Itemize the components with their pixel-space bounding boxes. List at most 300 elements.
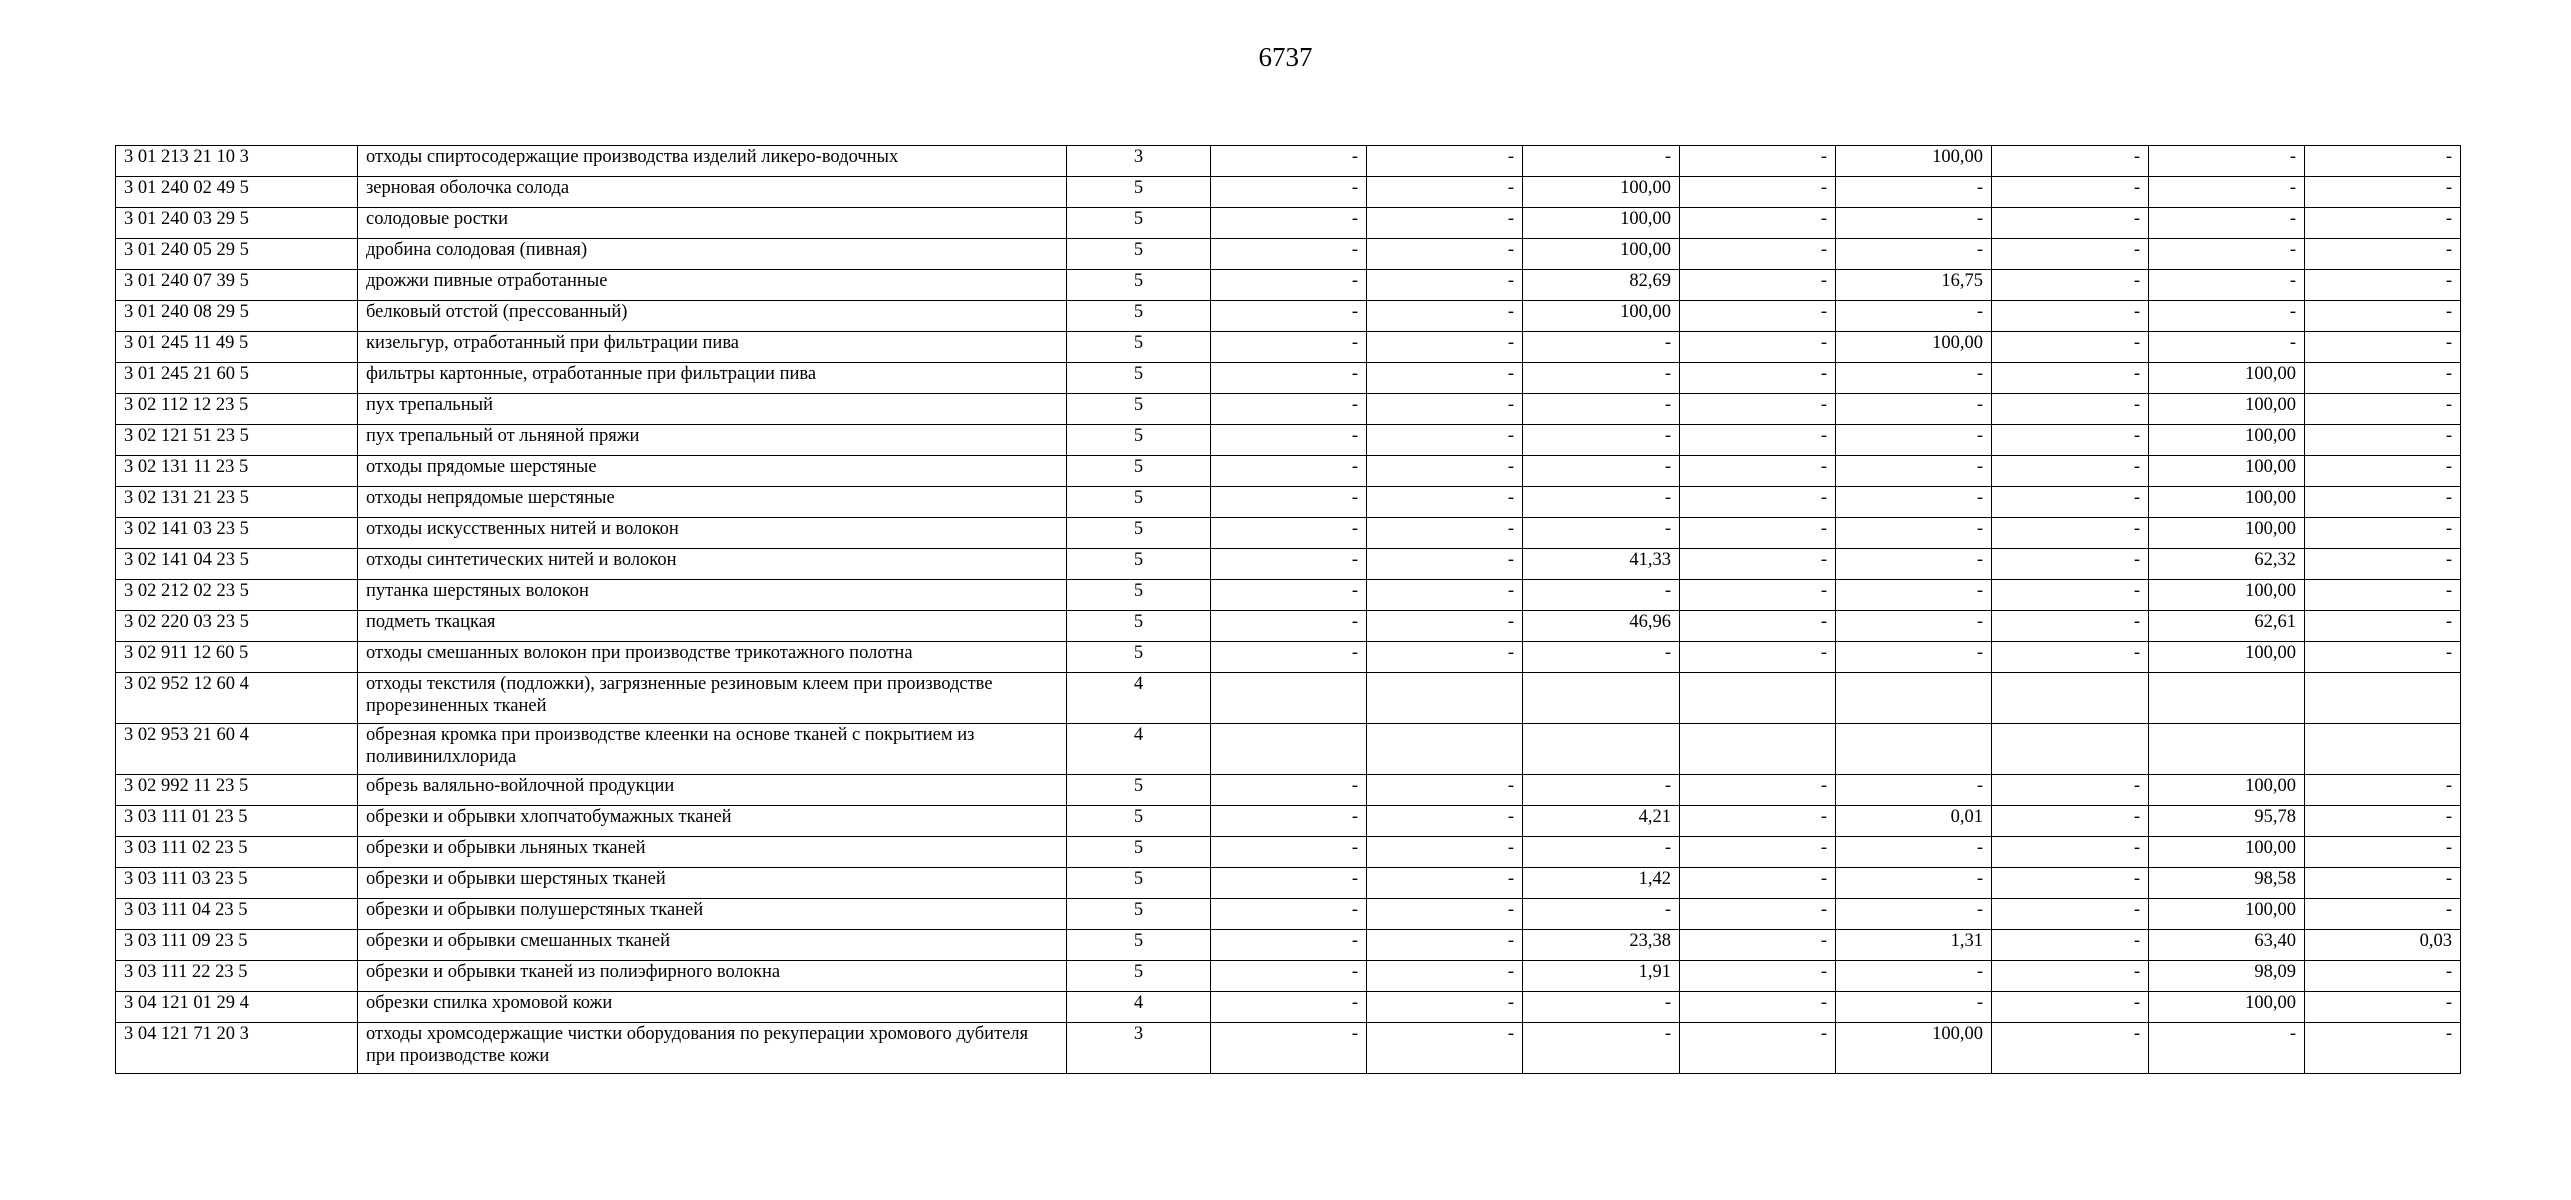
value-cell: - (1992, 487, 2149, 518)
value-cell: - (1367, 611, 1523, 642)
value-cell: - (1367, 868, 1523, 899)
value-cell: - (1523, 425, 1680, 456)
value-cell: - (1211, 363, 1367, 394)
table-row (116, 487, 2461, 518)
value-cell (1680, 724, 1836, 775)
value-cell: 63,40 (2149, 930, 2305, 961)
value-cell: - (1367, 930, 1523, 961)
table-row (116, 208, 2461, 239)
value-cell: - (1680, 961, 1836, 992)
value-cell: 100,00 (1836, 1023, 1992, 1074)
value-cell: - (1992, 146, 2149, 177)
value-cell: - (1992, 868, 2149, 899)
waste-code-cell: 3 02 952 12 60 4 (116, 673, 358, 724)
waste-name-cell: подметь ткацкая (358, 611, 1067, 642)
value-cell: - (1992, 992, 2149, 1023)
value-cell: - (1836, 301, 1992, 332)
value-cell: - (1211, 518, 1367, 549)
waste-name-cell: белковый отстой (прессованный) (358, 301, 1067, 332)
value-cell: 100,00 (1523, 239, 1680, 270)
value-cell: - (1992, 580, 2149, 611)
value-cell: - (1836, 961, 1992, 992)
hazard-class-cell: 5 (1067, 775, 1211, 806)
value-cell: - (1211, 961, 1367, 992)
value-cell: - (2305, 394, 2461, 425)
waste-name-cell: отходы прядомые шерстяные (358, 456, 1067, 487)
value-cell (1211, 673, 1367, 724)
value-cell: - (1836, 580, 1992, 611)
value-cell (2305, 673, 2461, 724)
waste-code-cell: 3 02 953 21 60 4 (116, 724, 358, 775)
value-cell: - (1680, 239, 1836, 270)
hazard-class-cell: 5 (1067, 239, 1211, 270)
value-cell: 82,69 (1523, 270, 1680, 301)
waste-code-cell: 3 03 111 03 23 5 (116, 868, 358, 899)
hazard-class-cell: 5 (1067, 549, 1211, 580)
value-cell: - (1992, 775, 2149, 806)
value-cell: - (1523, 992, 1680, 1023)
value-cell: - (1836, 837, 1992, 868)
value-cell: - (2149, 270, 2305, 301)
waste-table (115, 145, 2461, 1074)
value-cell: - (1367, 146, 1523, 177)
value-cell: - (1523, 642, 1680, 673)
value-cell: - (1211, 868, 1367, 899)
value-cell: - (1211, 332, 1367, 363)
value-cell: - (1211, 642, 1367, 673)
value-cell: 95,78 (2149, 806, 2305, 837)
waste-code-cell: 3 03 111 09 23 5 (116, 930, 358, 961)
hazard-class-cell: 4 (1067, 673, 1211, 724)
value-cell: - (1680, 394, 1836, 425)
value-cell: - (1211, 487, 1367, 518)
value-cell: - (1836, 425, 1992, 456)
waste-name-cell: зерновая оболочка солода (358, 177, 1067, 208)
value-cell: - (1992, 642, 2149, 673)
value-cell (1836, 673, 1992, 724)
value-cell: - (2305, 301, 2461, 332)
value-cell: - (1992, 301, 2149, 332)
value-cell (1523, 673, 1680, 724)
value-cell (1367, 724, 1523, 775)
page-number: 6737 (1258, 42, 1313, 72)
value-cell: - (1992, 425, 2149, 456)
waste-code-cell: 3 02 131 11 23 5 (116, 456, 358, 487)
value-cell: - (1992, 837, 2149, 868)
value-cell: - (1992, 177, 2149, 208)
table-row (116, 992, 2461, 1023)
waste-name-cell: отходы синтетических нитей и волокон (358, 549, 1067, 580)
hazard-class-cell: 5 (1067, 177, 1211, 208)
waste-name-cell: обрезки и обрывки шерстяных тканей (358, 868, 1067, 899)
value-cell: - (1211, 580, 1367, 611)
value-cell: - (1992, 549, 2149, 580)
hazard-class-cell: 4 (1067, 724, 1211, 775)
value-cell: 100,00 (2149, 456, 2305, 487)
value-cell: - (1523, 580, 1680, 611)
value-cell (1367, 673, 1523, 724)
waste-name-cell: отходы текстиля (подложки), загрязненные резиновым клеем при производстве прорезиненных тканей (358, 673, 1067, 724)
value-cell: - (1211, 806, 1367, 837)
value-cell: - (1211, 301, 1367, 332)
value-cell (1211, 724, 1367, 775)
value-cell: - (2305, 487, 2461, 518)
value-cell (2149, 673, 2305, 724)
hazard-class-cell: 5 (1067, 425, 1211, 456)
value-cell: 23,38 (1523, 930, 1680, 961)
value-cell: - (1836, 775, 1992, 806)
waste-name-cell: обрезки и обрывки хлопчатобумажных тканей (358, 806, 1067, 837)
waste-name-cell: обрезки и обрывки тканей из полиэфирного волокна (358, 961, 1067, 992)
value-cell: - (2305, 611, 2461, 642)
value-cell: - (1680, 930, 1836, 961)
value-cell: - (1992, 930, 2149, 961)
value-cell: - (1992, 208, 2149, 239)
value-cell: - (1211, 899, 1367, 930)
hazard-class-cell: 5 (1067, 580, 1211, 611)
value-cell: - (1992, 961, 2149, 992)
table-row (116, 961, 2461, 992)
waste-name-cell: обрезь валяльно-войлочной продукции (358, 775, 1067, 806)
value-cell: - (1992, 332, 2149, 363)
waste-name-cell: дрожжи пивные отработанные (358, 270, 1067, 301)
waste-code-cell: 3 01 240 07 39 5 (116, 270, 358, 301)
value-cell: - (1680, 580, 1836, 611)
value-cell: - (2149, 332, 2305, 363)
table-row (116, 930, 2461, 961)
value-cell: - (1680, 177, 1836, 208)
value-cell: - (2305, 899, 2461, 930)
value-cell: 98,58 (2149, 868, 2305, 899)
value-cell: - (2149, 301, 2305, 332)
waste-name-cell: отходы спиртосодержащие производства изделий ликеро-водочных (358, 146, 1067, 177)
value-cell (1680, 673, 1836, 724)
value-cell (2149, 724, 2305, 775)
table-body (116, 146, 2461, 1074)
value-cell: 1,91 (1523, 961, 1680, 992)
value-cell: - (1523, 837, 1680, 868)
value-cell: - (1367, 837, 1523, 868)
value-cell: - (1680, 301, 1836, 332)
waste-name-cell: отходы смешанных волокон при производстве трикотажного полотна (358, 642, 1067, 673)
value-cell: - (1523, 518, 1680, 549)
waste-code-cell: 3 02 141 03 23 5 (116, 518, 358, 549)
table-row (116, 868, 2461, 899)
value-cell: 100,00 (1523, 177, 1680, 208)
value-cell: 0,03 (2305, 930, 2461, 961)
waste-name-cell: обрезки и обрывки полушерстяных тканей (358, 899, 1067, 930)
value-cell: - (1992, 456, 2149, 487)
value-cell: 46,96 (1523, 611, 1680, 642)
table-row (116, 611, 2461, 642)
value-cell: - (1211, 930, 1367, 961)
value-cell: - (1680, 837, 1836, 868)
value-cell: - (1211, 177, 1367, 208)
table-row (116, 177, 2461, 208)
value-cell: - (1680, 899, 1836, 930)
value-cell: 1,42 (1523, 868, 1680, 899)
waste-code-cell: 3 02 911 12 60 5 (116, 642, 358, 673)
value-cell: - (2305, 549, 2461, 580)
value-cell: - (1211, 456, 1367, 487)
waste-code-cell: 3 01 240 05 29 5 (116, 239, 358, 270)
value-cell: - (1992, 806, 2149, 837)
value-cell (1523, 724, 1680, 775)
value-cell: - (1680, 992, 1836, 1023)
hazard-class-cell: 5 (1067, 642, 1211, 673)
value-cell: 100,00 (2149, 642, 2305, 673)
value-cell: - (2149, 1023, 2305, 1074)
waste-name-cell: отходы хромсодержащие чистки оборудования по рекуперации хромового дубителя при производстве кожи (358, 1023, 1067, 1074)
hazard-class-cell: 3 (1067, 146, 1211, 177)
value-cell: - (1992, 239, 2149, 270)
waste-name-cell: фильтры картонные, отработанные при фильтрации пива (358, 363, 1067, 394)
value-cell: - (1367, 642, 1523, 673)
table-row (116, 301, 2461, 332)
table-row (116, 724, 2461, 775)
hazard-class-cell: 5 (1067, 332, 1211, 363)
hazard-class-cell: 5 (1067, 899, 1211, 930)
value-cell (1992, 724, 2149, 775)
value-cell: - (1367, 363, 1523, 394)
table-row (116, 363, 2461, 394)
value-cell: - (1211, 239, 1367, 270)
value-cell: - (1367, 961, 1523, 992)
value-cell: 100,00 (2149, 992, 2305, 1023)
table-row (116, 1023, 2461, 1074)
value-cell: - (1367, 394, 1523, 425)
table-row (116, 580, 2461, 611)
value-cell: 100,00 (2149, 518, 2305, 549)
waste-code-cell: 3 02 121 51 23 5 (116, 425, 358, 456)
value-cell: 62,61 (2149, 611, 2305, 642)
waste-code-cell: 3 01 240 03 29 5 (116, 208, 358, 239)
value-cell: - (1367, 239, 1523, 270)
waste-code-cell: 3 02 141 04 23 5 (116, 549, 358, 580)
value-cell: 100,00 (1836, 146, 1992, 177)
value-cell: - (1680, 868, 1836, 899)
value-cell: - (1680, 146, 1836, 177)
hazard-class-cell: 5 (1067, 961, 1211, 992)
waste-code-cell: 3 03 111 02 23 5 (116, 837, 358, 868)
value-cell: - (1211, 837, 1367, 868)
value-cell: - (1836, 456, 1992, 487)
value-cell: - (1680, 456, 1836, 487)
value-cell: - (2149, 239, 2305, 270)
value-cell: - (1680, 425, 1836, 456)
value-cell: - (1992, 363, 2149, 394)
value-cell: - (1992, 611, 2149, 642)
table-row (116, 775, 2461, 806)
value-cell: - (1836, 518, 1992, 549)
value-cell: 1,31 (1836, 930, 1992, 961)
value-cell: - (1367, 1023, 1523, 1074)
value-cell: - (1523, 487, 1680, 518)
waste-code-cell: 3 01 245 21 60 5 (116, 363, 358, 394)
value-cell: - (1367, 301, 1523, 332)
value-cell: - (2305, 1023, 2461, 1074)
waste-code-cell: 3 03 111 01 23 5 (116, 806, 358, 837)
value-cell: 16,75 (1836, 270, 1992, 301)
waste-code-cell: 3 02 212 02 23 5 (116, 580, 358, 611)
table-row (116, 837, 2461, 868)
value-cell: 100,00 (2149, 425, 2305, 456)
value-cell: - (2305, 425, 2461, 456)
value-cell: - (1680, 518, 1836, 549)
value-cell: - (2305, 961, 2461, 992)
value-cell: 100,00 (1523, 301, 1680, 332)
value-cell: 4,21 (1523, 806, 1680, 837)
value-cell: - (1523, 363, 1680, 394)
waste-code-cell: 3 01 245 11 49 5 (116, 332, 358, 363)
waste-code-cell: 3 01 240 02 49 5 (116, 177, 358, 208)
waste-code-cell: 3 01 240 08 29 5 (116, 301, 358, 332)
value-cell: - (1992, 518, 2149, 549)
hazard-class-cell: 5 (1067, 518, 1211, 549)
value-cell: 0,01 (1836, 806, 1992, 837)
table-row (116, 394, 2461, 425)
value-cell: 100,00 (1523, 208, 1680, 239)
value-cell: - (1836, 363, 1992, 394)
value-cell: - (1836, 239, 1992, 270)
table-row (116, 332, 2461, 363)
value-cell: - (1523, 456, 1680, 487)
value-cell: - (1211, 775, 1367, 806)
value-cell (1992, 673, 2149, 724)
value-cell: - (1211, 208, 1367, 239)
hazard-class-cell: 5 (1067, 301, 1211, 332)
value-cell: - (2305, 239, 2461, 270)
value-cell: - (2305, 642, 2461, 673)
value-cell: - (2305, 177, 2461, 208)
value-cell: - (1523, 775, 1680, 806)
value-cell: - (1367, 208, 1523, 239)
value-cell: - (1211, 146, 1367, 177)
value-cell: - (1367, 580, 1523, 611)
value-cell: - (1211, 992, 1367, 1023)
value-cell: - (1211, 394, 1367, 425)
table-row (116, 642, 2461, 673)
value-cell: - (2149, 177, 2305, 208)
hazard-class-cell: 5 (1067, 806, 1211, 837)
value-cell: - (1836, 611, 1992, 642)
value-cell (2305, 724, 2461, 775)
hazard-class-cell: 5 (1067, 363, 1211, 394)
value-cell: - (1680, 363, 1836, 394)
value-cell: - (1523, 332, 1680, 363)
value-cell: - (1211, 425, 1367, 456)
value-cell: - (1680, 806, 1836, 837)
hazard-class-cell: 5 (1067, 394, 1211, 425)
value-cell: - (2305, 363, 2461, 394)
waste-code-cell: 3 04 121 71 20 3 (116, 1023, 358, 1074)
value-cell: - (2305, 518, 2461, 549)
value-cell: - (1836, 992, 1992, 1023)
waste-name-cell: отходы непрядомые шерстяные (358, 487, 1067, 518)
value-cell: - (1992, 394, 2149, 425)
value-cell: - (1367, 487, 1523, 518)
value-cell: - (1680, 1023, 1836, 1074)
value-cell: 100,00 (2149, 899, 2305, 930)
hazard-class-cell: 5 (1067, 837, 1211, 868)
value-cell: 62,32 (2149, 549, 2305, 580)
value-cell: - (1836, 487, 1992, 518)
hazard-class-cell: 4 (1067, 992, 1211, 1023)
value-cell: - (1523, 1023, 1680, 1074)
value-cell: - (1836, 394, 1992, 425)
value-cell: - (2305, 456, 2461, 487)
value-cell: 100,00 (2149, 363, 2305, 394)
value-cell: - (1367, 425, 1523, 456)
table-row (116, 456, 2461, 487)
value-cell: - (1367, 775, 1523, 806)
value-cell: - (2149, 146, 2305, 177)
value-cell: - (1680, 487, 1836, 518)
value-cell: - (2305, 270, 2461, 301)
value-cell: - (1367, 806, 1523, 837)
waste-code-cell: 3 03 111 22 23 5 (116, 961, 358, 992)
hazard-class-cell: 5 (1067, 868, 1211, 899)
value-cell: - (1836, 549, 1992, 580)
waste-code-cell: 3 02 992 11 23 5 (116, 775, 358, 806)
value-cell: - (1680, 208, 1836, 239)
waste-name-cell: кизельгур, отработанный при фильтрации пива (358, 332, 1067, 363)
value-cell: - (2305, 332, 2461, 363)
value-cell: - (1367, 549, 1523, 580)
waste-name-cell: обрезки и обрывки льняных тканей (358, 837, 1067, 868)
value-cell: - (1367, 177, 1523, 208)
waste-name-cell: пух трепальный от льняной пряжи (358, 425, 1067, 456)
table-row (116, 146, 2461, 177)
table-row (116, 270, 2461, 301)
waste-name-cell: отходы искусственных нитей и волокон (358, 518, 1067, 549)
value-cell: - (1836, 208, 1992, 239)
waste-name-cell: путанка шерстяных волокон (358, 580, 1067, 611)
value-cell: - (2305, 208, 2461, 239)
value-cell: - (2305, 806, 2461, 837)
value-cell: - (1992, 270, 2149, 301)
value-cell: - (2305, 837, 2461, 868)
value-cell: - (1211, 270, 1367, 301)
hazard-class-cell: 5 (1067, 611, 1211, 642)
value-cell: - (2305, 775, 2461, 806)
waste-code-cell: 3 02 131 21 23 5 (116, 487, 358, 518)
value-cell: - (1367, 456, 1523, 487)
value-cell: - (1523, 394, 1680, 425)
value-cell: - (1211, 549, 1367, 580)
waste-name-cell: пух трепальный (358, 394, 1067, 425)
hazard-class-cell: 5 (1067, 208, 1211, 239)
value-cell: - (1680, 642, 1836, 673)
value-cell: - (1836, 868, 1992, 899)
value-cell: 100,00 (2149, 487, 2305, 518)
waste-name-cell: обрезки спилка хромовой кожи (358, 992, 1067, 1023)
table-row (116, 673, 2461, 724)
value-cell: 100,00 (2149, 775, 2305, 806)
waste-name-cell: дробина солодовая (пивная) (358, 239, 1067, 270)
value-cell: - (1680, 332, 1836, 363)
value-cell: - (1680, 270, 1836, 301)
value-cell: 100,00 (1836, 332, 1992, 363)
value-cell: - (1836, 642, 1992, 673)
value-cell: - (1680, 611, 1836, 642)
value-cell: - (2305, 992, 2461, 1023)
value-cell (1836, 724, 1992, 775)
value-cell: 100,00 (2149, 837, 2305, 868)
waste-name-cell: обрезная кромка при производстве клеенки на основе тканей с покрытием из поливинилхлорида (358, 724, 1067, 775)
value-cell: - (2305, 146, 2461, 177)
waste-code-cell: 3 02 112 12 23 5 (116, 394, 358, 425)
